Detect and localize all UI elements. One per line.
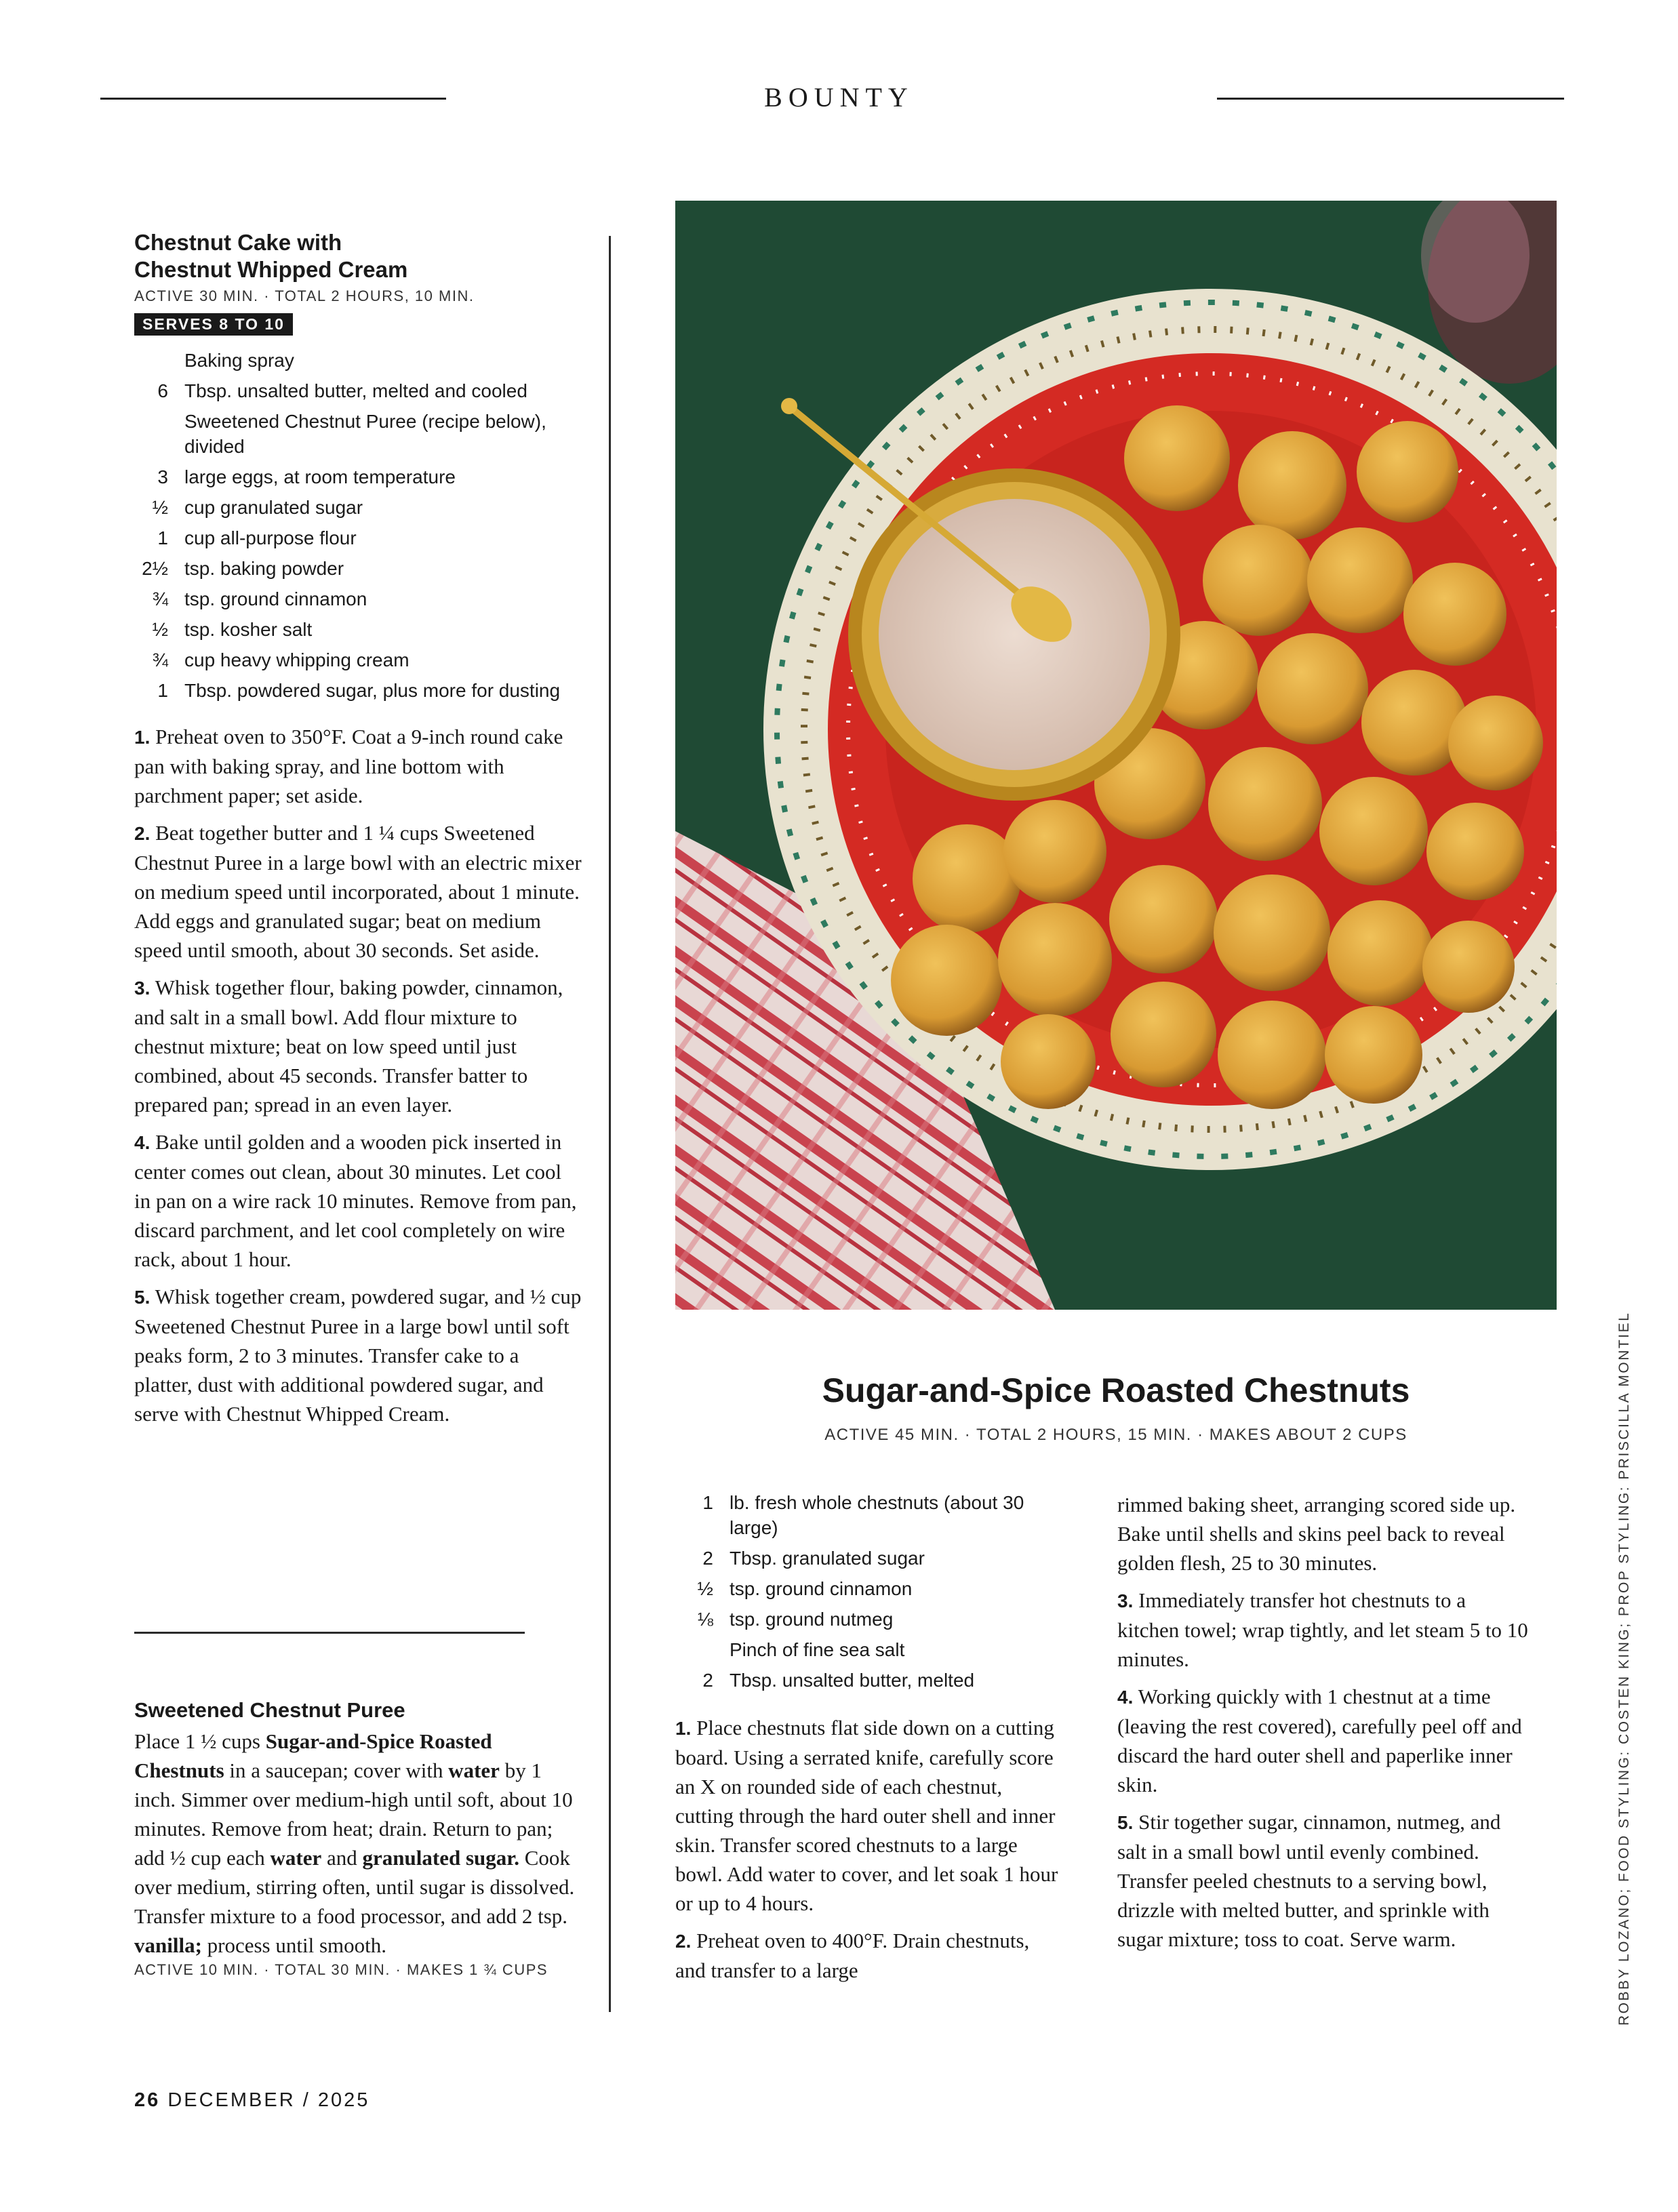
puree-bold-3: water [270,1846,322,1870]
step-paragraph [1117,1682,1531,1799]
step-text: Whisk together flour, baking powder, cinnamon, and salt in a small bowl. Add flour mixture to chestnut mixture; beat on low speed until just combined, about 45 seconds. Transfer batter to prepared pan; spread in an even layer. [134,976,563,1117]
issue-date: DECEMBER / 2025 [167,2089,370,2111]
step-text: Preheat oven to 350°F. Coat a 9-inch round cake pan with baking spray, and line bottom with parchment paper; set aside. [134,725,563,807]
ingredient-item [134,409,582,459]
step-paragraph [134,1282,582,1428]
header-rule-right [1217,98,1564,100]
ingredient-text: large eggs, at room temperature [184,466,456,487]
step-paragraph [675,1713,1062,1918]
ingredient-qty: 1 [702,1492,713,1513]
ingredient-qty [134,409,184,459]
ingredient-item [675,1576,1062,1601]
ingredient-qty: 1 [157,680,168,701]
puree-text-3: by 1 inch. Simmer over medium-high until soft, about 10 minutes. Remove from heat; drain. Return to pan; add ½ cup each [134,1758,573,1870]
ingredient-item [675,1546,1062,1571]
recipe-title-line-2: Chestnut Whipped Cream [134,257,408,282]
step-paragraph [1117,1586,1531,1674]
step-number: 1. [675,1718,692,1739]
ingredient-text: cup granulated sugar [184,497,363,518]
serves-badge: SERVES 8 TO 10 [134,313,293,336]
roasted-ingredient-list [675,1490,1062,1693]
ingredient-text: tsp. kosher salt [184,619,313,640]
ingredient-text: Tbsp. powdered sugar, plus more for dusting [184,680,561,701]
ingredient-qty: ¾ [152,588,168,609]
puree-text-1: Place 1 ½ cups [134,1729,266,1753]
ingredient-text: Tbsp. unsalted butter, melted and cooled [184,380,527,401]
recipe-title [134,229,582,283]
ingredient-text: cup all-purpose flour [184,527,357,548]
ingredient-qty [675,1637,730,1662]
ingredient-qty: ½ [152,619,168,640]
chestnut-puree-recipe [134,1698,582,1979]
ingredient-item [134,678,582,703]
roasted-column-2 [1117,1490,1531,1962]
ingredient-qty: ½ [152,497,168,518]
ingredient-text: tsp. ground cinnamon [184,588,367,609]
ingredient-text: Sweetened Chestnut Puree (recipe below), divided [184,411,546,457]
section-rule [134,1632,525,1634]
ingredient-item [675,1637,1062,1662]
step-number: 2. [134,823,151,844]
ingredient-qty: 2 [702,1548,713,1569]
ingredient-item [134,348,582,373]
ingredient-item [675,1607,1062,1632]
step-number: 1. [134,727,151,748]
recipe-title-line-1: Chestnut Cake with [134,230,342,255]
ingredient-text: cup heavy whipping cream [184,649,409,670]
ingredient-qty: 6 [157,380,168,401]
puree-bold-2: water [448,1758,500,1782]
puree-bold-1: Sugar-and-Spice Roasted Chestnuts [134,1729,492,1782]
step-number: 4. [134,1132,151,1153]
step-text: Stir together sugar, cinnamon, nutmeg, and salt in a small bowl until evenly combined. Transfer peeled chestnuts to a serving bowl, drizzle with melted butter, and sprinkle with sugar mixture; toss to coat. Serve warm. [1117,1810,1501,1951]
puree-text-2: in a saucepan; cover with [224,1758,449,1782]
puree-text-4: and [321,1846,363,1870]
column-divider [609,236,611,2012]
step-text: Immediately transfer hot chestnuts to a kitchen towel; wrap tightly, and let steam 5 to 10 minutes. [1117,1588,1528,1671]
ingredient-text: lb. fresh whole chestnuts (about 30 large) [730,1492,1024,1538]
roasted-step-continuation: rimmed baking sheet, arranging scored side up. Bake until shells and skins peel back to reveal golden flesh, 25 to 30 minutes. [1117,1493,1516,1575]
ingredient-item [134,495,582,520]
page-number: 26 [134,2089,161,2111]
ingredient-text: Tbsp. unsalted butter, melted [730,1670,975,1691]
spiced-sugar [879,499,1150,770]
recipe-meta: ACTIVE 30 MIN. · TOTAL 2 HOURS, 10 MIN. [134,287,475,304]
puree-instructions [134,1727,582,1960]
ingredient-text: tsp. ground cinnamon [730,1578,913,1599]
ingredient-text: tsp. baking powder [184,558,344,579]
photo-illustration [675,201,1557,1310]
step-number: 3. [1117,1590,1134,1611]
ingredient-list [134,348,582,703]
puree-bold-5: vanilla; [134,1933,202,1957]
photo-credits: ROBBY LOZANO; FOOD STYLING: COSTEN KING; PROP STYLING: PRISCILLA MONTIEL [1616,1311,1632,2026]
ingredient-qty: 2½ [142,558,168,579]
ingredient-text: tsp. ground nutmeg [730,1609,894,1630]
ingredient-item [134,525,582,550]
roasted-chestnuts-photo [675,201,1557,1310]
ingredient-item [134,464,582,489]
roasted-steps-2 [1117,1586,1531,1954]
ingredient-qty: 3 [157,466,168,487]
step-text: Bake until golden and a wooden pick inserted in center comes out clean, about 30 minutes. Let cool in pan on a wire rack 10 minutes. Remove from pan, discard parchment, and let cool completely on wire rack, about 1 hour. [134,1130,577,1271]
roasted-chestnuts-title: Sugar-and-Spice Roasted Chestnuts [822,1371,1410,1409]
step-paragraph [134,722,582,810]
puree-text-5: Cook over medium, stirring often, until sugar is dissolved. Transfer mixture to a food processor, and add 2 tsp. [134,1846,575,1928]
ingredient-item [134,617,582,642]
ingredient-item [134,378,582,403]
step-paragraph [134,973,582,1119]
step-text: Whisk together cream, powdered sugar, and ½ cup Sweetened Chestnut Puree in a large bowl until soft peaks form, 2 to 3 minutes. Transfer cake to a platter, dust with additional powdered sugar, and serve with Chestnut Whipped Cream. [134,1285,582,1426]
puree-title: Sweetened Chestnut Puree [134,1698,405,1722]
ingredient-qty: ½ [697,1578,713,1599]
step-number: 5. [134,1287,151,1308]
chestnut-cake-recipe [134,229,582,1436]
section-name: BOUNTY [764,82,914,113]
step-number: 5. [1117,1812,1134,1833]
step-number: 3. [134,978,151,999]
ingredient-qty [134,348,184,373]
step-number: 4. [1117,1687,1134,1708]
step-paragraph [134,1127,582,1274]
ingredient-qty: ¾ [152,649,168,670]
roasted-column-1 [675,1490,1062,1993]
recipe-steps [134,722,582,1428]
ingredient-qty: 2 [702,1670,713,1691]
step-text: Working quickly with 1 chestnut at a time (leaving the rest covered), carefully peel off and discard the hard outer shell and paperlike inner skin. [1117,1685,1522,1796]
puree-text-6: process until smooth. [201,1933,387,1957]
roasted-steps-1 [675,1713,1062,1985]
step-text: Beat together butter and 1 ¼ cups Sweetened Chestnut Puree in a large bowl with an electric mixer on medium speed until incorporated, about 1 minute. Add eggs and granulated sugar; beat on medium speed until smooth, about 30 seconds. Set aside. [134,821,582,962]
ingredient-text: Tbsp. granulated sugar [730,1548,925,1569]
puree-meta: ACTIVE 10 MIN. · TOTAL 30 MIN. · MAKES 1 ¾ CUPS [134,1961,548,1978]
ingredient-qty: 1 [157,527,168,548]
ingredient-text: Pinch of fine sea salt [730,1639,905,1660]
ingredient-item [675,1668,1062,1693]
roasted-chestnuts-meta: ACTIVE 45 MIN. · TOTAL 2 HOURS, 15 MIN. · MAKES ABOUT 2 CUPS [824,1426,1407,1444]
step-text: Place chestnuts flat side down on a cutting board. Using a serrated knife, carefully score an X on rounded side of each chestnut, cutting through the hard outer shell and inner skin. Transfer scored chestnuts to a large bowl. Add water to cover, and let soak 1 hour or up to 4 hours. [675,1716,1058,1915]
page-folio [134,2089,369,2112]
ingredient-text: Baking spray [184,350,294,371]
step-paragraph [1117,1807,1531,1954]
ingredient-item [134,586,582,611]
step-paragraph [134,818,582,965]
ingredient-qty: ⅛ [697,1609,713,1630]
ingredient-item [134,556,582,581]
step-text: Preheat oven to 400°F. Drain chestnuts, and transfer to a large [675,1929,1030,1982]
ingredient-item [134,647,582,672]
ingredient-item [675,1490,1062,1540]
step-paragraph [675,1926,1062,1985]
puree-bold-4: granulated sugar. [362,1846,519,1870]
step-number: 2. [675,1931,692,1952]
